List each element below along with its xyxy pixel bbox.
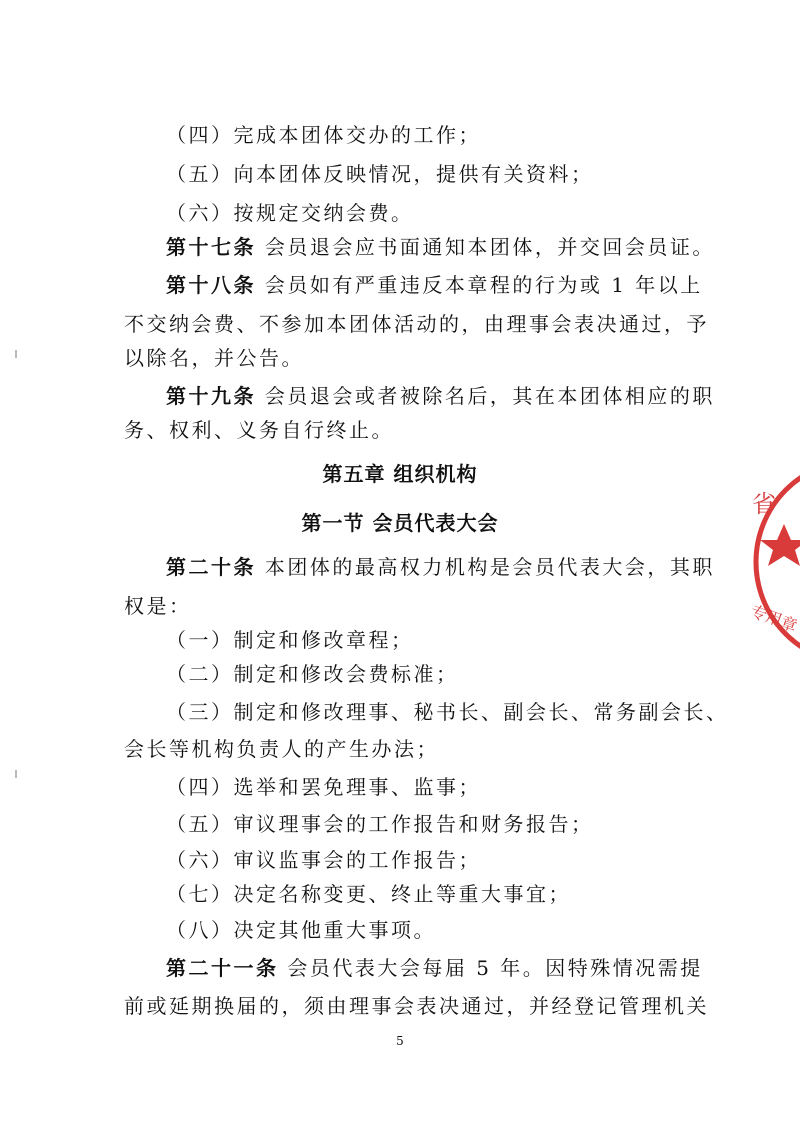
paragraph-line: 不交纳会费、不参加本团体活动的，由理事会表决通过，予: [124, 312, 709, 336]
article-17: [166, 233, 715, 261]
article-label: 第二十一条: [166, 956, 279, 980]
list-item: （七）决定名称变更、终止等重大事宜；: [166, 882, 571, 906]
list-item: （一）制定和修改章程；: [166, 628, 414, 652]
article-text: 会员退会或者被除名后，其在本团体相应的职: [264, 384, 715, 408]
scan-margin-mark: [15, 770, 17, 778]
official-seal-stamp: [738, 452, 800, 692]
list-item: （五）审议理事会的工作报告和财务报告；: [166, 812, 594, 836]
list-item: （五）向本团体反映情况，提供有关资料；: [166, 162, 594, 186]
article-label: 第十九条: [166, 384, 256, 408]
list-item: （八）决定其他重大事项。: [166, 918, 436, 942]
paragraph-line: 前或延期换届的，须由理事会表决通过，并经登记管理机关: [124, 994, 709, 1018]
scan-margin-mark: [15, 350, 17, 358]
article-text: 会员代表大会每届 5 年。因特殊情况需提: [287, 956, 703, 980]
page-number: 5: [396, 1034, 404, 1048]
paragraph-line: 务、权利、义务自行终止。: [124, 418, 394, 442]
article-label: 第十七条: [166, 235, 256, 259]
list-item: （四）完成本团体交办的工作；: [166, 123, 481, 147]
chapter-heading: 第五章 组织机构: [322, 462, 478, 486]
article-19: [166, 382, 715, 410]
section-heading: 第一节 会员代表大会: [301, 511, 499, 535]
seal-graphic: [738, 452, 800, 692]
article-21: [166, 954, 703, 982]
article-text: 本团体的最高权力机构是会员代表大会，其职: [264, 555, 715, 579]
article-20: [166, 553, 715, 581]
article-text: 会员退会应书面通知本团体，并交回会员证。: [264, 235, 715, 259]
seal-text-bottom: 专用章: [748, 601, 800, 636]
list-item: （二）制定和修改会费标准；: [166, 662, 459, 686]
article-text: 会员如有严重违反本章程的行为或 1 年以上: [264, 273, 703, 297]
article-label: 第二十条: [166, 555, 256, 579]
list-item: （四）选举和罢免理事、监事；: [166, 775, 481, 799]
list-item: （三）制定和修改理事、秘书长、副会长、常务副会长、: [166, 700, 729, 724]
article-label: 第十八条: [166, 273, 256, 297]
article-18: [166, 271, 703, 299]
star-icon: [760, 524, 800, 566]
paragraph-line: 以除名，并公告。: [124, 346, 304, 370]
list-item: （六）按规定交纳会费。: [166, 201, 414, 225]
seal-text-top: 省: [752, 490, 776, 518]
paragraph-line: 会长等机构负责人的产生办法；: [124, 737, 439, 761]
paragraph-line: 权是：: [124, 594, 192, 618]
list-item: （六）审议监事会的工作报告；: [166, 848, 481, 872]
